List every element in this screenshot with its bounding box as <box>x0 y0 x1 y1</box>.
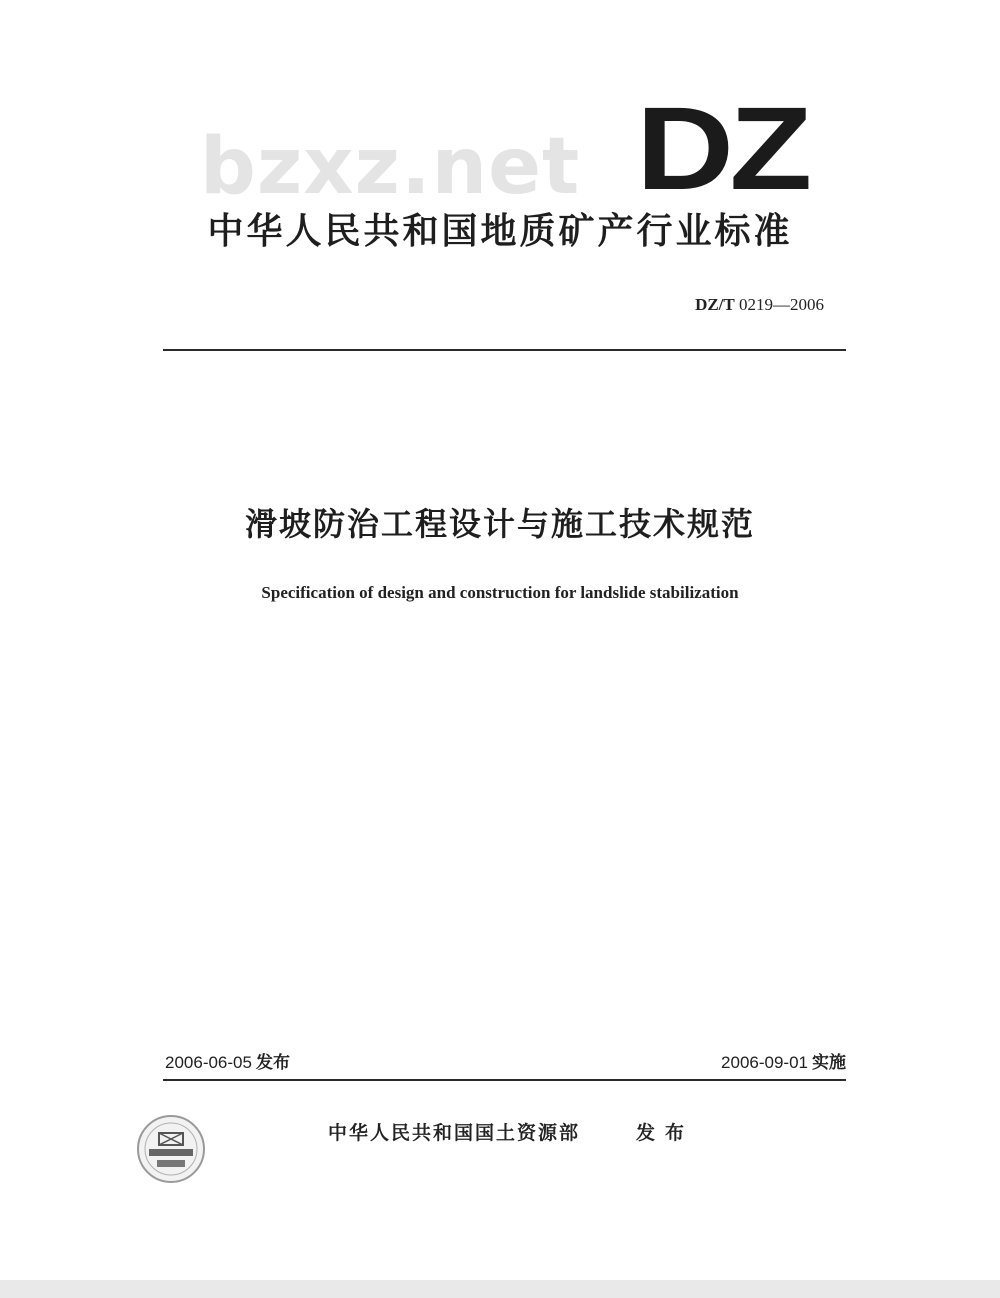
anti-counterfeit-seal-icon <box>135 1113 207 1185</box>
document-title-chinese: 滑坡防治工程设计与施工技术规范 <box>244 505 755 543</box>
publisher-action: 发布 <box>636 1122 695 1144</box>
standard-number <box>695 296 824 313</box>
standard-number-prefix: DZ/T <box>695 295 735 314</box>
standard-category-title: 中华人民共和国地质矿产行业标准 <box>207 211 793 252</box>
issue-date-value: 2006-06-05 <box>165 1053 252 1072</box>
implementation-date-value: 2006-09-01 <box>721 1053 808 1072</box>
page-bottom-edge <box>0 1280 1000 1298</box>
issue-date-label: 发布 <box>255 1053 290 1072</box>
document-title-english: Specification of design and construction for landslide stabilization <box>261 583 739 602</box>
issue-date <box>165 1054 290 1071</box>
implementation-date <box>721 1054 846 1071</box>
standard-number-value: 0219—2006 <box>739 295 824 314</box>
watermark: bzxz.net <box>200 122 581 212</box>
dz-logo: DZ <box>636 83 808 215</box>
top-divider <box>163 349 846 351</box>
bottom-divider <box>163 1079 846 1081</box>
publisher-name: 中华人民共和国国土资源部 <box>328 1122 581 1144</box>
implementation-date-label: 实施 <box>812 1053 846 1072</box>
